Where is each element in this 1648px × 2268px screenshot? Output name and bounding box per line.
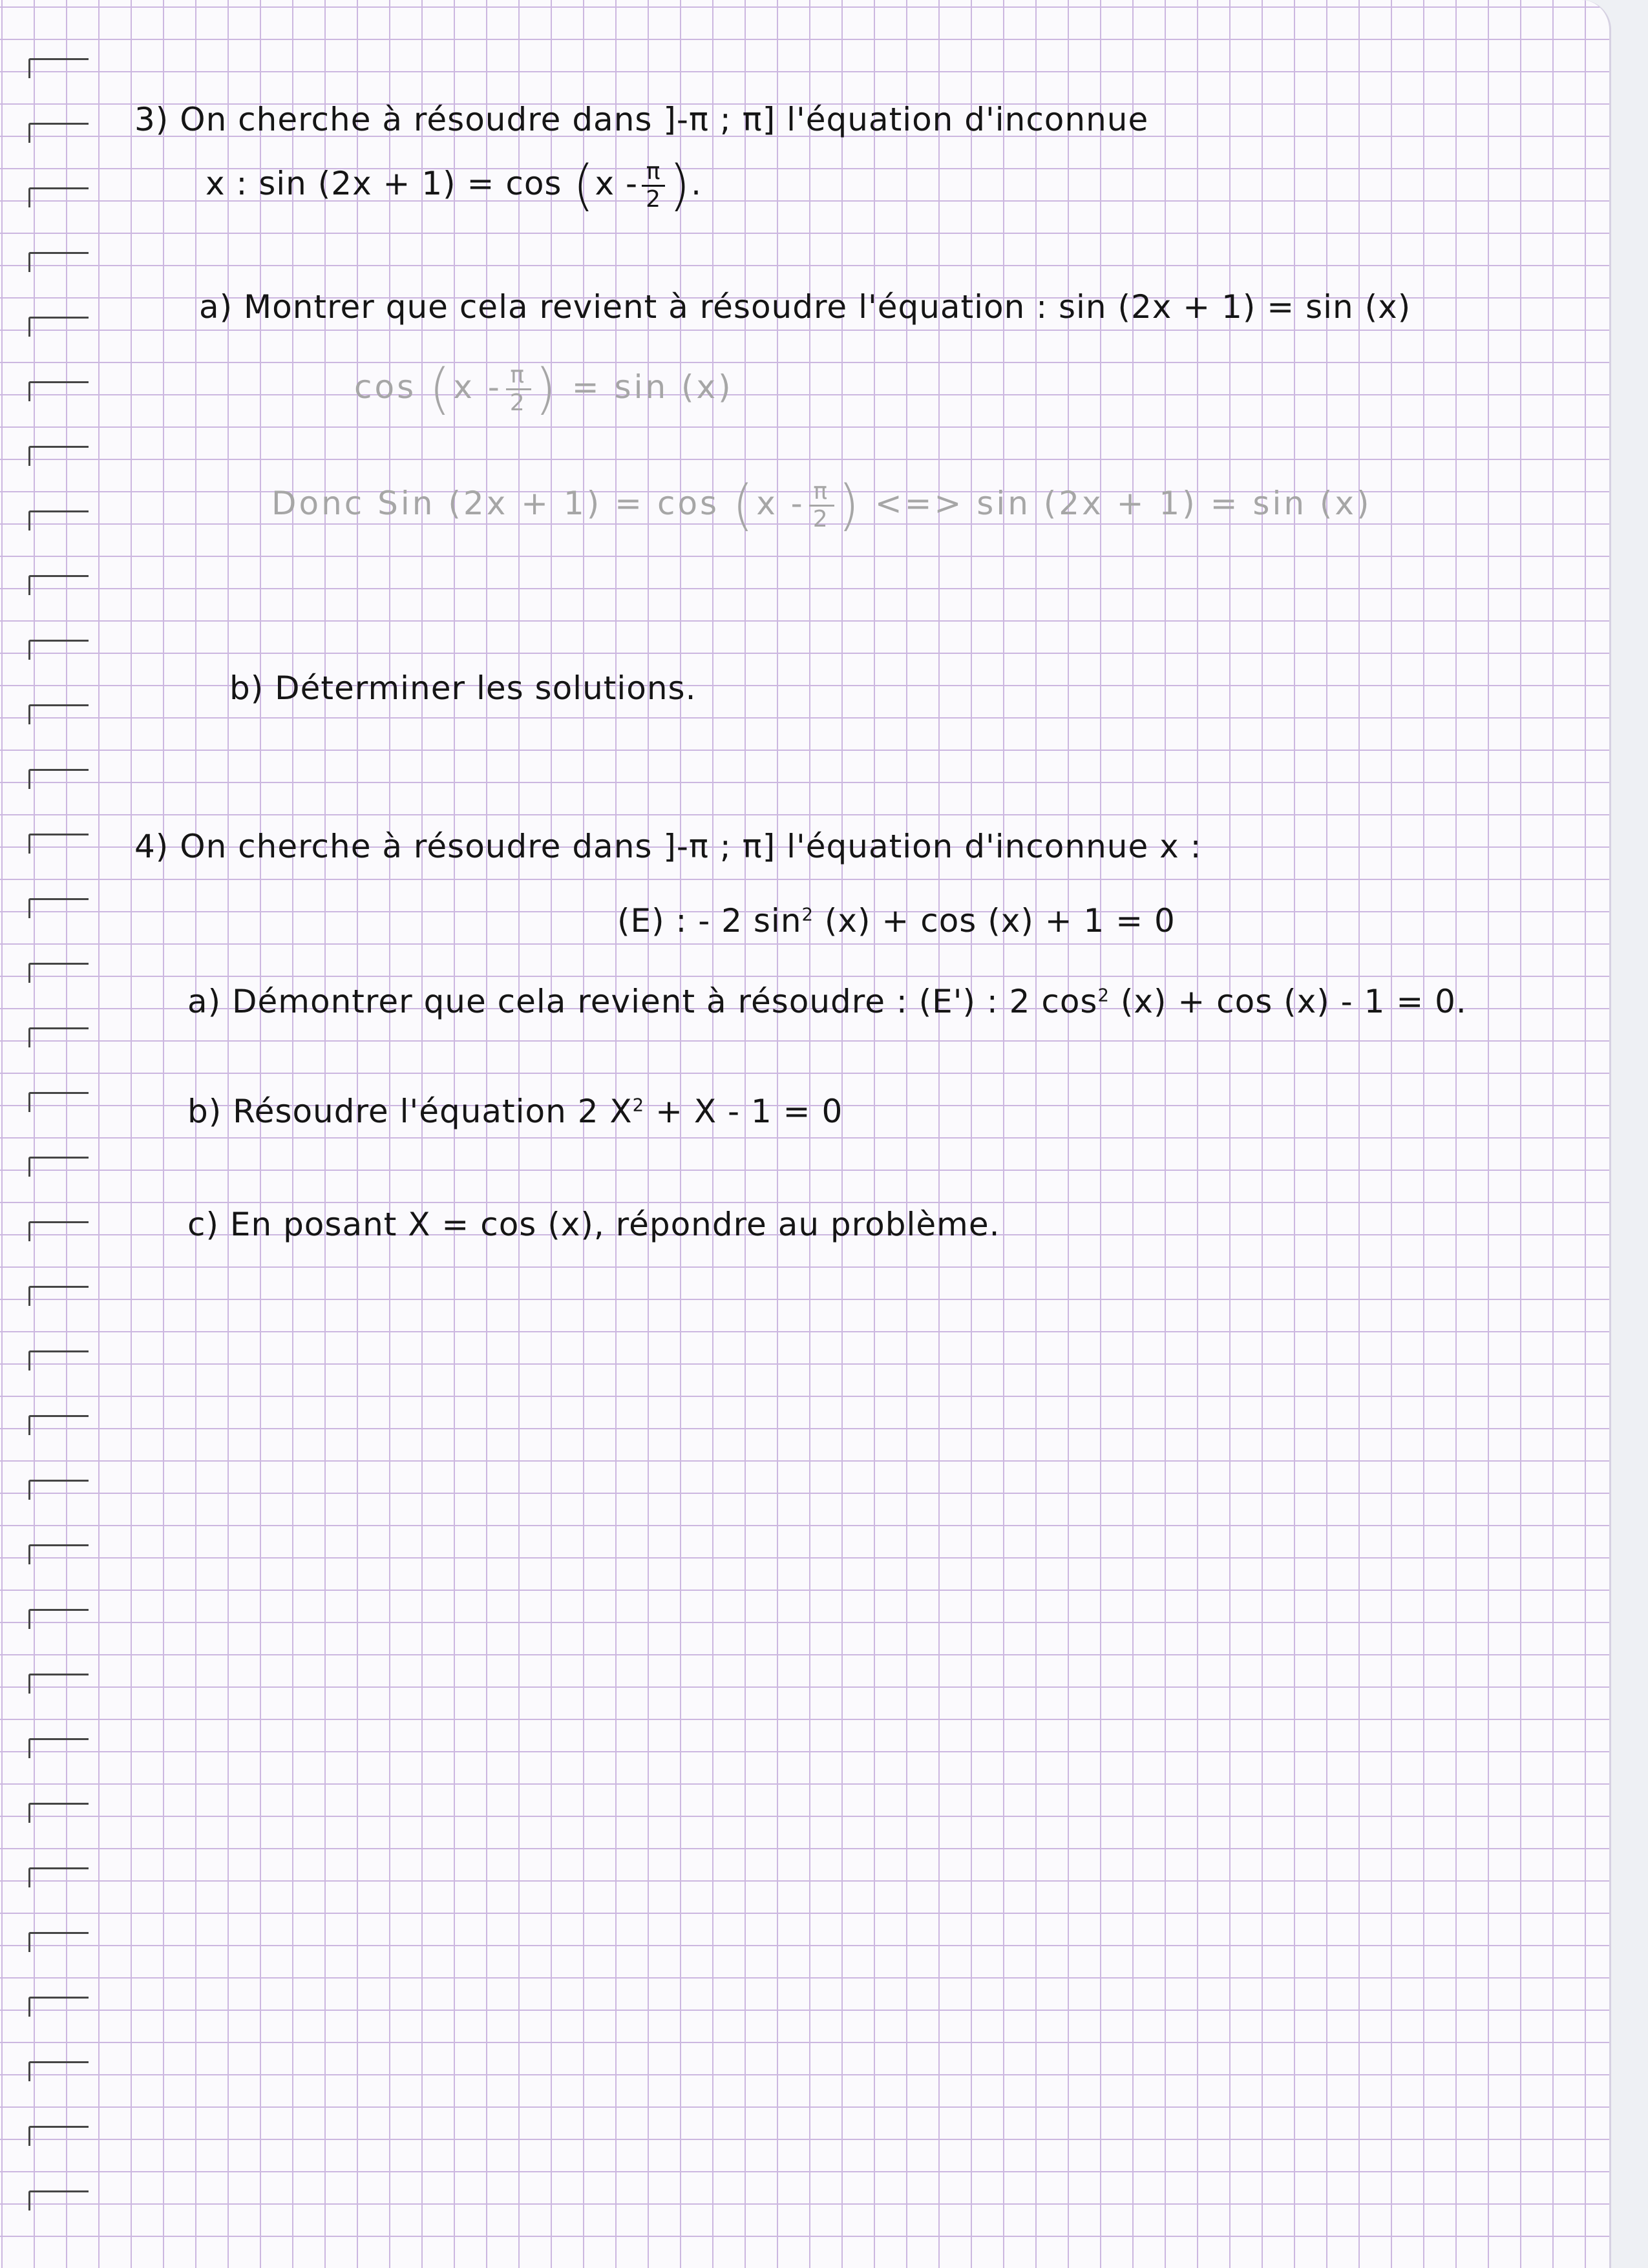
binding-hole xyxy=(28,704,89,724)
spiral-binding xyxy=(0,0,90,2268)
binding-hole xyxy=(28,1415,89,1435)
equation-E: (E) : - 2 $\sin^2 (x) + \cos (x) + 1 = 0$ xyxy=(617,902,1176,940)
exercise-4-title: 4) On cherche à résoudre dans ]-π ; π] l'équation d'inconnue x : xyxy=(134,828,1202,865)
binding-hole xyxy=(28,123,89,143)
binding-hole xyxy=(28,1997,89,2017)
binding-hole xyxy=(28,1867,89,1887)
answer-line-2: Donc Sin (2x + 1) = cos (x - $\frac{\pi}{2}$ ) <=> sin (2x + 1) = sin (x) xyxy=(271,474,1372,538)
binding-hole xyxy=(28,1092,89,1112)
binding-hole xyxy=(28,2061,89,2081)
binding-hole xyxy=(28,317,89,337)
binding-hole xyxy=(28,963,89,983)
binding-hole xyxy=(28,187,89,207)
binding-hole xyxy=(28,58,89,78)
exercise-3a-question: a) Montrer que cela revient à résoudre l'équation : sin (2x + 1) = sin (x) xyxy=(199,288,1411,326)
binding-hole xyxy=(28,640,89,660)
binding-hole xyxy=(28,1803,89,1823)
binding-hole xyxy=(28,1221,89,1241)
binding-hole xyxy=(28,2190,89,2210)
answer-line-1: cos (x - $\frac{\pi}{2}$ ) = sin (x) xyxy=(354,357,734,421)
binding-hole xyxy=(28,1544,89,1564)
binding-hole xyxy=(28,2126,89,2146)
binding-hole xyxy=(28,1286,89,1306)
binding-hole xyxy=(28,510,89,530)
binding-hole xyxy=(28,1480,89,1500)
binding-hole xyxy=(28,769,89,789)
fraction-pi-over-2: $\frac{\pi}{2}$ xyxy=(642,159,665,212)
binding-hole xyxy=(28,381,89,401)
binding-hole xyxy=(28,446,89,466)
binding-hole xyxy=(28,252,89,272)
exercise-4c-question: c) En posant X = cos (x), répondre au problème. xyxy=(187,1206,1000,1243)
binding-hole xyxy=(28,1157,89,1177)
exercise-3-equation: x : sin (2x + 1) = cos (x - $\frac{\pi}{2}$ ). xyxy=(206,154,703,218)
binding-hole xyxy=(28,1027,89,1047)
binding-hole xyxy=(28,1738,89,1758)
exercise-4a-question: a) Démontrer que cela revient à résoudre : (E') : 2 $\cos^2 (x) + \cos (x) - 1 = 0$. xyxy=(187,983,1467,1020)
binding-hole xyxy=(28,898,89,918)
exercise-3b-question: b) Déterminer les solutions. xyxy=(229,669,697,707)
binding-hole xyxy=(28,834,89,854)
exercise-4b-question: b) Résoudre l'équation 2 $X^2 + X - 1 = 0$ xyxy=(187,1093,843,1130)
binding-hole xyxy=(28,575,89,595)
binding-hole xyxy=(28,1609,89,1629)
binding-hole xyxy=(28,1932,89,1952)
binding-hole xyxy=(28,1350,89,1370)
exercise-3-title: 3) On cherche à résoudre dans ]-π ; π] l'équation d'inconnue xyxy=(134,101,1149,138)
binding-hole xyxy=(28,1674,89,1694)
